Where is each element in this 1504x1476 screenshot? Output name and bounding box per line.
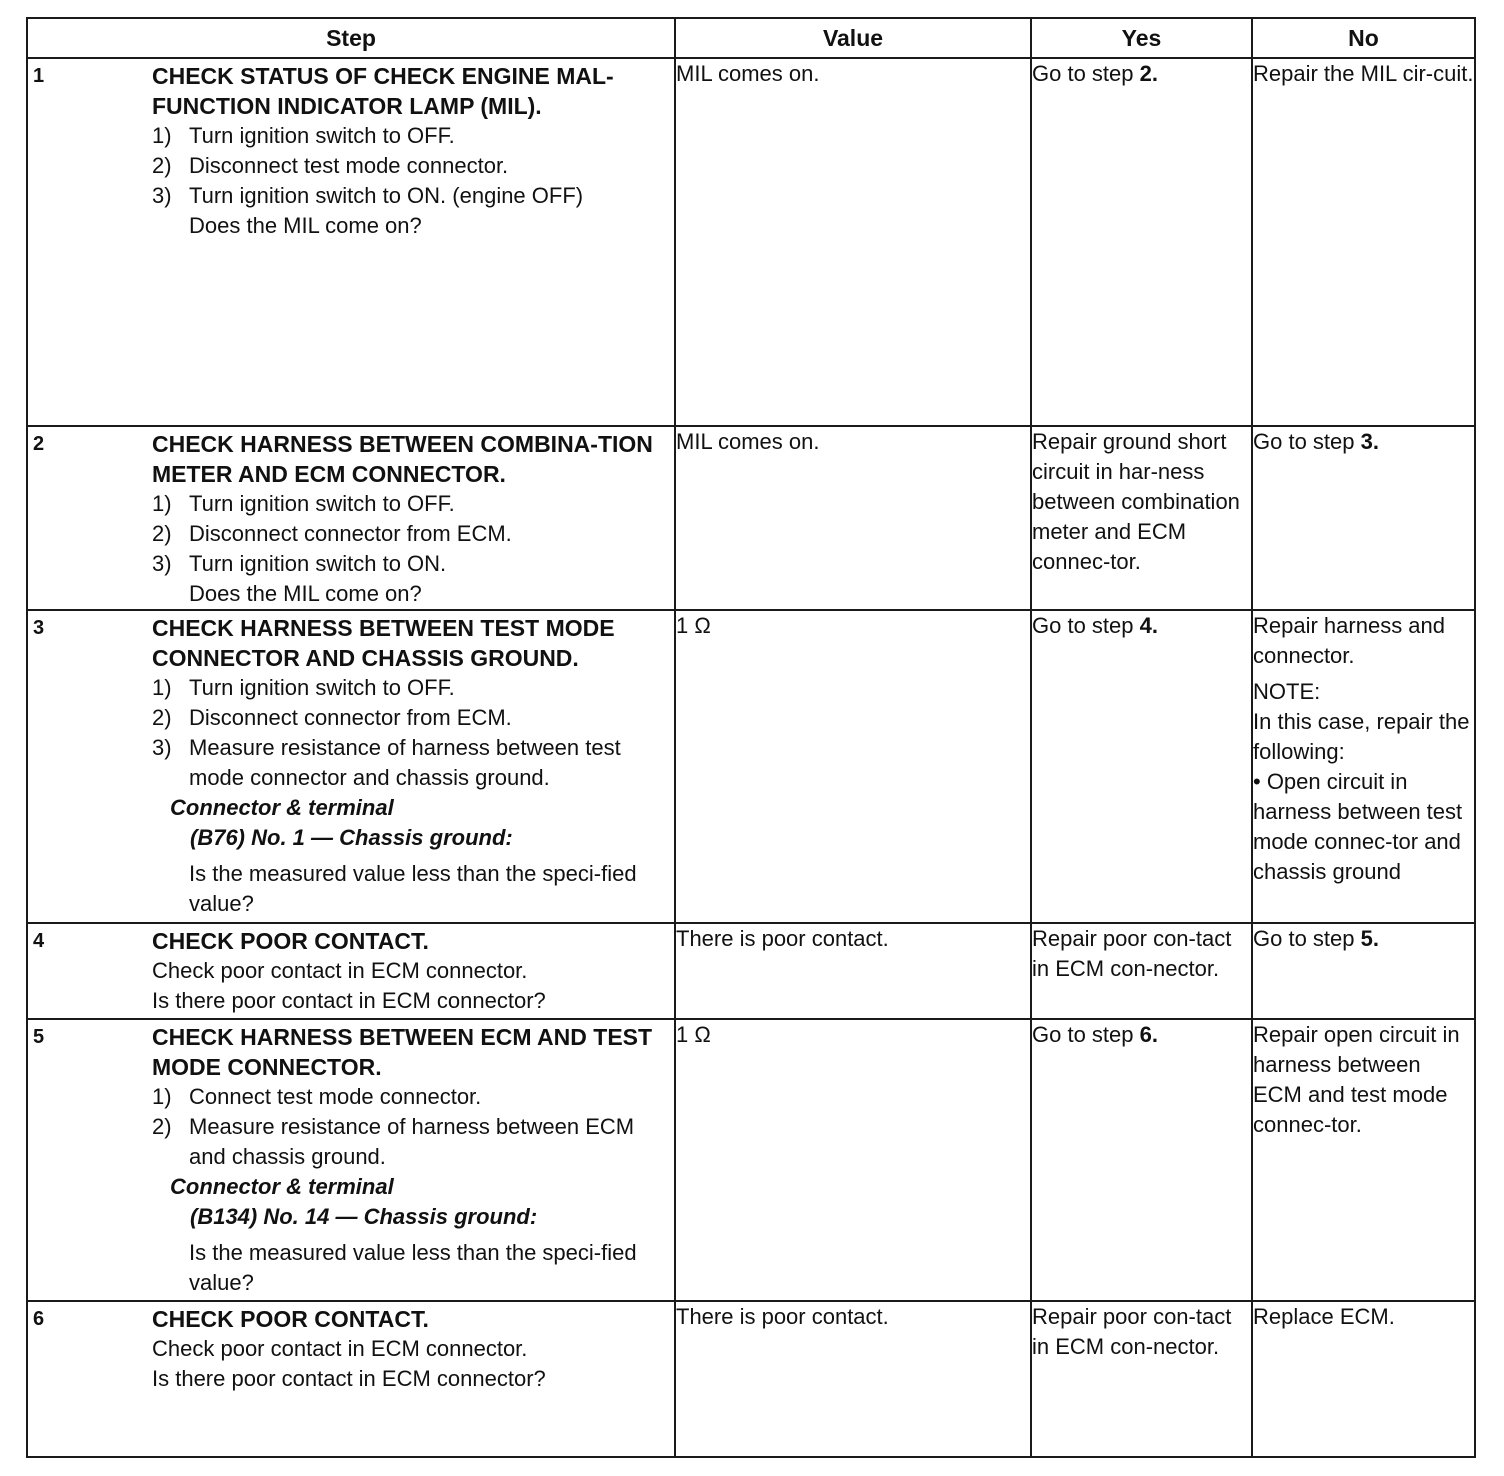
step-cell xyxy=(27,1019,675,1301)
step-cell xyxy=(27,923,675,1019)
connector-label: Connector & terminal xyxy=(170,1174,394,1199)
substep: 2) Disconnect connector from ECM. xyxy=(152,521,512,546)
step-title: CHECK HARNESS BETWEEN TEST MODE CONNECTOR AND CHASSIS GROUND. xyxy=(152,615,615,671)
substep: 1) Connect test mode connector. xyxy=(152,1084,482,1109)
table-row xyxy=(27,610,1475,923)
value-cell: 1 Ω xyxy=(675,1019,1031,1301)
value-cell: There is poor contact. xyxy=(675,923,1031,1019)
connector-spec: (B76) No. 1 — Chassis ground: xyxy=(190,825,513,850)
step-cell xyxy=(27,426,675,610)
table-row xyxy=(27,1301,1475,1457)
step-title: CHECK POOR CONTACT. xyxy=(152,928,429,954)
table-row xyxy=(27,426,1475,610)
yes-cell: Repair poor con-tact in ECM con-nector. xyxy=(1031,1301,1252,1457)
step-question: Is there poor contact in ECM connector? xyxy=(152,988,546,1013)
step-cell xyxy=(27,58,675,426)
no-cell: Repair the MIL cir-cuit. xyxy=(1252,58,1475,426)
note-text: In this case, repair the following: xyxy=(1253,709,1470,764)
step-number: 2 xyxy=(33,433,45,455)
yes-cell: Repair poor con-tact in ECM con-nector. xyxy=(1031,923,1252,1019)
step-cell xyxy=(27,610,675,923)
step-number: 4 xyxy=(33,930,45,952)
no-cell: Go to step 5. xyxy=(1252,923,1475,1019)
substep: 2) Measure resistance of harness between ECM and chassis ground. xyxy=(152,1114,635,1169)
header-no: No xyxy=(1252,18,1475,58)
yes-cell: Go to step 4. xyxy=(1031,610,1252,923)
no-cell: Replace ECM. xyxy=(1252,1301,1475,1457)
substep: 1) Turn ignition switch to OFF. xyxy=(152,123,455,148)
substep: 2) Disconnect test mode connector. xyxy=(152,153,509,178)
value-cell: 1 Ω xyxy=(675,610,1031,923)
yes-cell: Go to step 2. xyxy=(1031,58,1252,426)
step-title: CHECK STATUS OF CHECK ENGINE MAL-FUNCTION INDICATOR LAMP (MIL). xyxy=(152,63,614,119)
step-question: Is the measured value less than the speci-fied value? xyxy=(189,861,637,916)
yes-cell: Repair ground short circuit in har-ness between combination meter and ECM connec-tor. xyxy=(1031,426,1252,610)
header-yes: Yes xyxy=(1031,18,1252,58)
substep: 1) Turn ignition switch to OFF. xyxy=(152,491,455,516)
step-title: CHECK HARNESS BETWEEN COMBINA-TION METER AND ECM CONNECTOR. xyxy=(152,431,653,487)
header-value: Value xyxy=(675,18,1031,58)
substep: 3) Turn ignition switch to ON. (engine OFF) xyxy=(152,183,584,208)
step-number: 3 xyxy=(33,617,45,639)
step-cell xyxy=(27,1301,675,1457)
step-line: Check poor contact in ECM connector. xyxy=(152,1336,528,1361)
header-row xyxy=(27,18,1475,58)
substep: 3) Turn ignition switch to ON. xyxy=(152,551,447,576)
substep: 3) Measure resistance of harness between test mode connector and chassis ground. xyxy=(152,735,621,790)
value-cell: MIL comes on. xyxy=(675,426,1031,610)
step-title: CHECK HARNESS BETWEEN ECM AND TEST MODE CONNECTOR. xyxy=(152,1024,653,1080)
step-question: Is there poor contact in ECM connector? xyxy=(152,1366,546,1391)
step-title: CHECK POOR CONTACT. xyxy=(152,1306,429,1332)
no-cell: Repair open circuit in harness between ECM and test mode connec-tor. xyxy=(1252,1019,1475,1301)
step-number: 5 xyxy=(33,1026,45,1048)
no-cell xyxy=(1252,610,1475,923)
step-number: 1 xyxy=(33,65,45,87)
header-step: Step xyxy=(27,18,675,58)
step-number: 6 xyxy=(33,1308,45,1330)
step-question: Is the measured value less than the speci-fied value? xyxy=(189,1240,637,1295)
connector-spec: (B134) No. 14 — Chassis ground: xyxy=(190,1204,538,1229)
table-row xyxy=(27,58,1475,426)
substep: 2) Disconnect connector from ECM. xyxy=(152,705,512,730)
substep: 1) Turn ignition switch to OFF. xyxy=(152,675,455,700)
step-question: Does the MIL come on? xyxy=(189,581,422,606)
yes-cell: Go to step 6. xyxy=(1031,1019,1252,1301)
no-action: Repair harness and connector. xyxy=(1253,613,1446,668)
step-line: Check poor contact in ECM connector. xyxy=(152,958,528,983)
note-label: NOTE: xyxy=(1253,679,1321,704)
diagnostic-table xyxy=(26,17,1476,1458)
value-cell: MIL comes on. xyxy=(675,58,1031,426)
value-cell: There is poor contact. xyxy=(675,1301,1031,1457)
step-question: Does the MIL come on? xyxy=(189,213,422,238)
no-cell: Go to step 3. xyxy=(1252,426,1475,610)
note-bullet: • Open circuit in harness between test mode connec-tor and chassis ground xyxy=(1253,769,1463,884)
connector-label: Connector & terminal xyxy=(170,795,394,820)
table-row xyxy=(27,1019,1475,1301)
table-row xyxy=(27,923,1475,1019)
